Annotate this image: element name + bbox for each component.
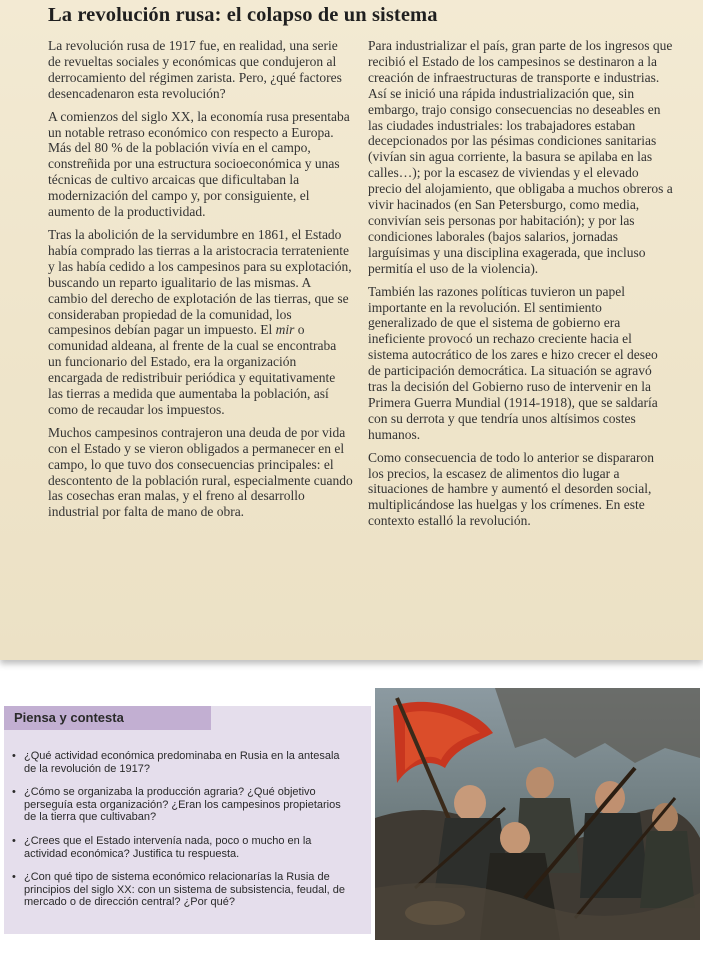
article-left-column <box>48 38 353 527</box>
article-paragraph: Para industrializar el país, gran parte de los ingresos que recibió el Estado de los campesinos se destinaron a la creación de infraestructuras de transporte e industrias. Así se inició una rápida industrialización que, sin embargo, trajo consigo consecuencias no deseables en las ciudades industriales: los trabajadores estaban decepcionados por las pésimas condiciones sanitarias (vivían sin agua corriente, la basura se apilaba en las calles…); por la escasez de viviendas y el elevado precio del alojamiento, que obligaba a muchos obreros a vivir hacinados (en San Petersburgo, como media, convivían seis personas por habitación); y por las condiciones laborales (bajos salarios, jornadas larguísimas y una disciplina exagerada, que incluso permitía el uso de la violencia). <box>368 38 673 276</box>
article-right-column <box>368 38 673 536</box>
article-paragraph: Como consecuencia de todo lo anterior se dispararon los precios, la escasez de alimentos dio lugar a situaciones de hambre y aumentó el desorden social, multiplicándose las huelgas y los crímenes. En este contexto estalló la revolución. <box>368 449 655 529</box>
article-paragraph: Muchos campesinos contrajeron una deuda de por vida con el Estado y se vieron obligados a permanecer en el campo, lo que tuvo dos consecuencias principales: el descontento de la población rural, especialmente cuando las cosechas eran malas, y el freno al desarrollo industrial por falta de mano de obra. <box>48 424 353 520</box>
mir-term: mir <box>275 322 295 338</box>
piensa-heading: Piensa y contesta <box>4 706 211 730</box>
question-item: • ¿Cómo se organizaba la producción agraria? ¿Qué objetivo perseguía esta organización? ¿Eran los campesinos propietarios de la tierra que cultivaban? <box>12 786 341 824</box>
bullet-icon: • <box>12 750 16 762</box>
bullet-icon: • <box>12 786 16 799</box>
question-item: • ¿Con qué tipo de sistema económico relacionarías la Rusia de principios del siglo XX: con un sistema de subsistencia, feudal, de mercado o de dirección central? ¿Por qué? <box>12 871 346 909</box>
article-paragraph: La revolución rusa de 1917 fue, en realidad, una serie de revueltas sociales y económicas que condujeron al derrocamiento del régimen zarista. Pero, ¿qué factores desencadenaron esta revolución? <box>48 38 342 101</box>
question-item: • ¿Qué actividad económica predominaba en Rusia en la antesala de la revolución de 1917? <box>12 750 340 775</box>
article-paragraph: Tras la abolición de la servidumbre en 1861, el Estado había comprado las tierras a la aristocracia terrateniente y las había cedido a los campesinos para su explotación, buscando un reparto igualitario de las mismas. A cambio del derecho de explotación de las tierras, que se consideraban propiedad de la comunidad, los campesinos debían pagar un impuesto. El mir o comunidad aldeana, al frente de la cual se encontraba un funcionario del Estado, era la organización encargada de redistribuir periódica y equitativamente las tierras a medida que aumentaba la población, así como de recaudar los impuestos. <box>48 226 352 417</box>
bullet-icon: • <box>12 834 16 847</box>
piensa-contesta-box <box>4 706 371 934</box>
page-title: La revolución rusa: el colapso de un sistema <box>48 4 438 26</box>
bullet-icon: • <box>12 871 16 884</box>
question-item: • ¿Crees que el Estado intervenía nada, poco o mucho en la actividad económica? Justifica tu respuesta. <box>12 834 312 860</box>
article-paragraph: También las razones políticas tuvieron un papel importante en la revolución. El sentimiento generalizado de que el sistema de gobierno era ineficiente provocó un rechazo creciente hacia el sistema autocrático de los zares e hizo crecer el deseo de participación democrática. La situación se agravó tras la decisión del Gobierno ruso de intervenir en la Primera Guerra Mundial (1914-1918), que se saldaría con su derrota y que tendría unos altísimos costes humanos. <box>368 283 658 442</box>
question-list <box>12 750 352 920</box>
article-paragraph: A comienzos del siglo XX, la economía rusa presentaba un notable retraso económico con respecto a Europa. Más del 80 % de la población vivía en el campo, constreñida por una estructura socioeconómica y unas técnicas de cultivo arcaicas que dificultaban la modernización del campo y, por consiguiente, el aumento de la productividad. <box>48 108 350 220</box>
revolution-painting-icon <box>375 688 700 940</box>
